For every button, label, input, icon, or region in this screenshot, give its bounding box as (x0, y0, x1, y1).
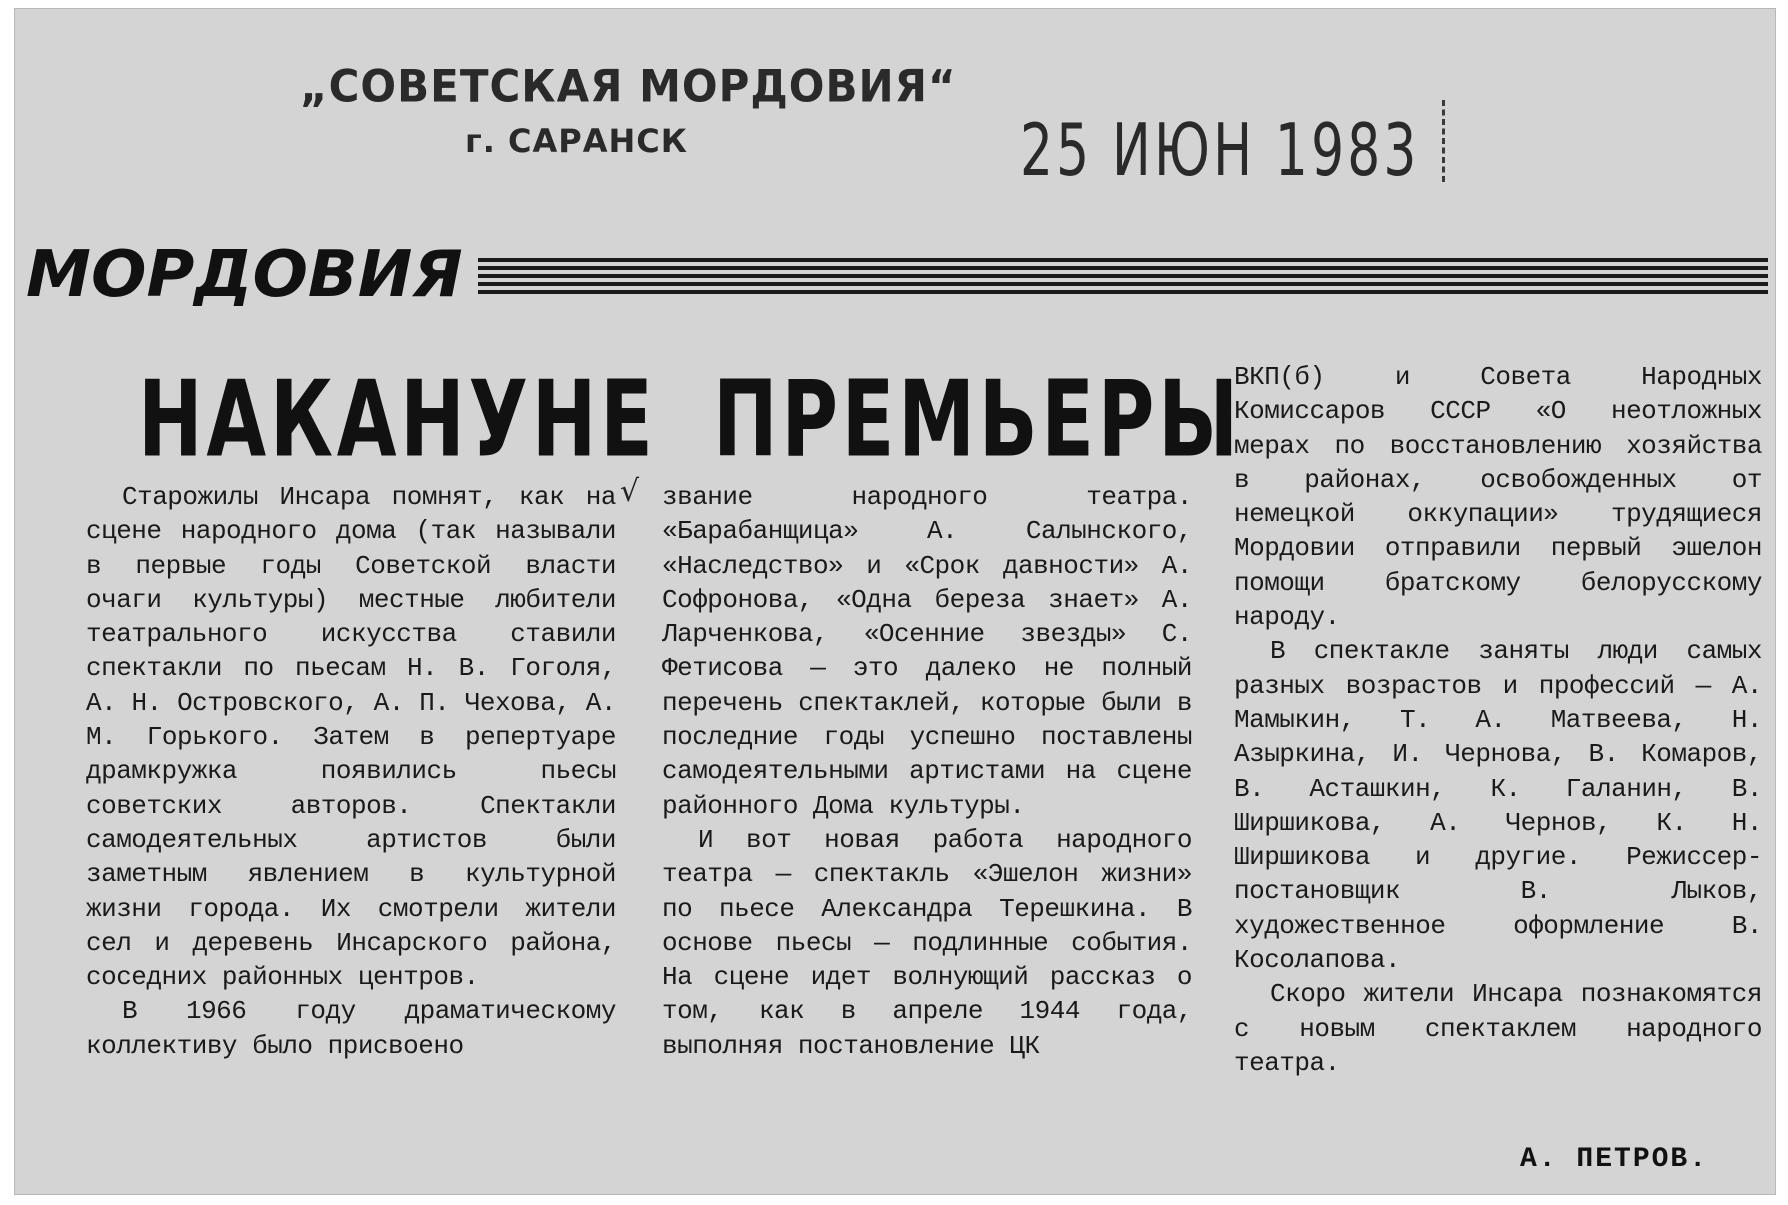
paragraph: звание народного театра. «Барабанщица» А. Салынского, «Наследство» и «Срок давности» А. Софронова, «Одна береза знает» А. Ларченкова, «Осенние звезды» С. Фетисова — это далеко не полный перечень спектаклей, которые были в последние годы успешно поставлены самодеятельными артистами на сцене районного Дома культуры. (662, 482, 1192, 821)
pencil-checkmark-icon: √ (620, 474, 640, 509)
article-column-1 (86, 480, 616, 1063)
paragraph: Старожилы Инсара помнят, как на сцене народного дома (так называли в первые годы Советской власти очаги культуры) местные любители театрального искусства ставили спектакли по пьесам Н. В. Гоголя, А. Н. Островского, А. П. Чехова, А. М. Горького. Затем в репертуаре драмкружка появились пьесы советских авторов. Спектакли самодеятельных артистов были заметным явлением в культурной жизни города. Их смотрели жители сел и деревень Инсарского района, соседних районных центров. (86, 482, 616, 993)
paragraph: И вот новая работа народного театра — спектакль «Эшелон жизни» по пьесе Александра Терешкина. В основе пьесы — подлинные события. На сцене идет волнующий рассказ о том, как в апреле 1944 года, выполняя постановление ЦК (662, 824, 1192, 1061)
stamp-divider (1442, 100, 1449, 182)
author-signature: А. ПЕТРОВ. (1520, 1144, 1709, 1175)
masthead-rule (478, 258, 1768, 294)
city-stamp: г. САРАНСК (465, 122, 688, 160)
newspaper-name-stamp: „СОВЕТСКАЯ МОРДОВИЯ“ (300, 60, 957, 113)
article-column-2 (662, 480, 1192, 1063)
date-stamp: 25 ИЮН 1983 (1020, 108, 1420, 192)
article-column-3 (1234, 360, 1762, 1080)
section-masthead: МОРДОВИЯ (26, 238, 463, 312)
paragraph: В спектакле заняты люди самых разных возрастов и профессий — А. Мамыкин, Т. А. Матвеева, Н. Азыркина, И. Чернова, В. Комаров, В. Асташкин, К. Галанин, В. Ширшикова, А. Чернов, К. Н. Ширшикова и другие. Режиссер-постановщик В. Лыков, художественное оформление В. Косолапова. (1234, 636, 1762, 976)
paragraph: ВКП(б) и Совета Народных Комиссаров СССР «О неотложных мерах по восстановлению хозяйства в районах, освобожденных от немецкой оккупации» трудящиеся Мордовии отправили первый эшелон помощи братскому белорусскому народу. (1234, 362, 1762, 633)
article-headline: НАКАНУНЕ ПРЕМЬЕРЫ (138, 358, 1242, 481)
paragraph: В 1966 году драматическому коллективу было присвоено (86, 996, 616, 1061)
paragraph: Скоро жители Инсара познакомятся с новым спектаклем народного театра. (1234, 979, 1762, 1078)
